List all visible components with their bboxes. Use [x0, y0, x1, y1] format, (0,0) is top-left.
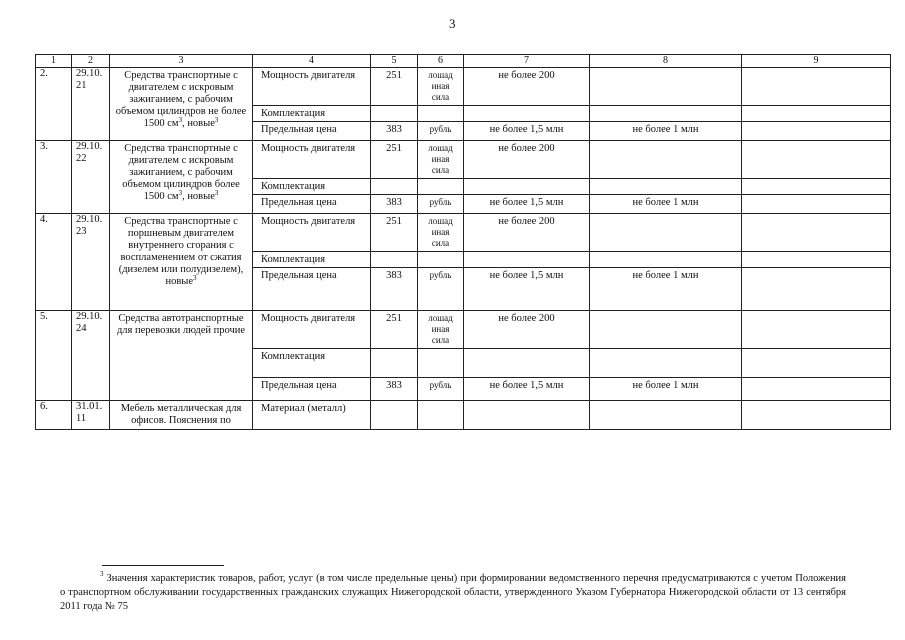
item-name-text: Средства автотранспортные для перевозки людей прочие — [116, 313, 246, 336]
unit-of-measure: рубль — [418, 378, 464, 401]
unit-of-measure: рубль — [418, 122, 464, 141]
value-col7: не более 1,5 млн — [464, 268, 590, 311]
column-header-6: 6 — [418, 55, 464, 68]
unit-of-measure — [418, 252, 464, 268]
footnote-reference: 3 — [214, 189, 219, 197]
item-name — [110, 68, 253, 141]
okei-code: 251 — [371, 311, 418, 349]
value-col8 — [590, 252, 742, 268]
item-name-text: Средства транспортные с поршневым двигателем внутреннего сгорания с воспламенением от сжатия (дизелем или полудизелем), новые — [118, 216, 244, 287]
footnote-separator — [102, 565, 224, 566]
okpd2-code — [72, 141, 110, 214]
characteristic: Комплектация — [253, 179, 371, 195]
table-row — [36, 214, 891, 252]
characteristic: Мощность двигателя — [253, 68, 371, 106]
okei-code — [371, 106, 418, 122]
footnote-marker: 3 — [100, 570, 104, 578]
value-col8 — [590, 311, 742, 349]
footnote-reference: 3 — [193, 274, 197, 282]
column-header-8: 8 — [590, 55, 742, 68]
value-col7 — [464, 349, 590, 378]
column-number-header — [36, 55, 891, 68]
value-col9 — [742, 401, 891, 430]
footnote-reference: 3 — [214, 116, 219, 124]
okei-code: 251 — [371, 141, 418, 179]
row-number: 3. — [36, 141, 72, 214]
item-name-tail: , новые — [182, 118, 215, 129]
characteristics-table — [35, 54, 891, 430]
okpd2-code-text: 29.10. 24 — [76, 311, 103, 334]
unit-of-measure: рубль — [418, 195, 464, 214]
item-name-text: Средства транспортные с двигателем с искровым зажиганием, с рабочим объемом цилиндров не более 1500 см — [115, 70, 247, 129]
column-header-5: 5 — [371, 55, 418, 68]
unit-of-measure: лошад иная сила — [418, 311, 464, 349]
value-col9 — [742, 378, 891, 401]
okpd2-code — [72, 214, 110, 311]
characteristic: Мощность двигателя — [253, 141, 371, 179]
value-col9 — [742, 106, 891, 122]
okei-code — [371, 252, 418, 268]
value-col8: не более 1 млн — [590, 122, 742, 141]
item-name — [110, 214, 253, 311]
item-name — [110, 141, 253, 214]
characteristic: Мощность двигателя — [253, 214, 371, 252]
row-number: 2. — [36, 68, 72, 141]
value-col7: не более 1,5 млн — [464, 378, 590, 401]
unit-of-measure: рубль — [418, 268, 464, 311]
characteristic: Материал (металл) — [253, 401, 371, 430]
table-row — [36, 401, 891, 430]
item-name — [110, 311, 253, 401]
okei-code: 383 — [371, 195, 418, 214]
value-col9 — [742, 252, 891, 268]
characteristic: Предельная цена — [253, 122, 371, 141]
unit-superscript: 3 — [178, 189, 183, 197]
unit-of-measure: лошад иная сила — [418, 68, 464, 106]
unit-superscript: 3 — [178, 116, 183, 124]
column-header-9: 9 — [742, 55, 891, 68]
characteristic: Предельная цена — [253, 378, 371, 401]
item-name-text: Мебель металлическая для офисов. Пояснения по — [120, 403, 242, 426]
row-number: 4. — [36, 214, 72, 311]
value-col9 — [742, 179, 891, 195]
table-row — [36, 68, 891, 106]
value-col7 — [464, 106, 590, 122]
value-col9 — [742, 195, 891, 214]
unit-of-measure: лошад иная сила — [418, 141, 464, 179]
value-col7 — [464, 252, 590, 268]
value-col7: не более 200 — [464, 311, 590, 349]
characteristic: Предельная цена — [253, 195, 371, 214]
characteristic: Комплектация — [253, 106, 371, 122]
item-name — [110, 401, 253, 430]
column-header-4: 4 — [253, 55, 371, 68]
okei-code — [371, 349, 418, 378]
column-header-7: 7 — [464, 55, 590, 68]
characteristic: Комплектация — [253, 252, 371, 268]
page-number: 3 — [449, 16, 456, 31]
value-col8: не более 1 млн — [590, 378, 742, 401]
footnote — [60, 572, 846, 614]
value-col9 — [742, 68, 891, 106]
okpd2-code — [72, 311, 110, 401]
value-col9 — [742, 311, 891, 349]
value-col8 — [590, 401, 742, 430]
unit-of-measure — [418, 106, 464, 122]
okpd2-code-text: 29.10. 23 — [76, 214, 103, 237]
value-col7: не более 1,5 млн — [464, 195, 590, 214]
okpd2-code — [72, 401, 110, 430]
okei-code: 383 — [371, 122, 418, 141]
value-col7 — [464, 401, 590, 430]
value-col7: не более 200 — [464, 141, 590, 179]
okpd2-code-text: 31.01. 11 — [76, 401, 103, 424]
value-col7: не более 1,5 млн — [464, 122, 590, 141]
table-row — [36, 311, 891, 349]
value-col9 — [742, 141, 891, 179]
item-name-tail: , новые — [182, 191, 215, 202]
column-header-2: 2 — [72, 55, 110, 68]
okpd2-code-text: 29.10. 22 — [76, 141, 103, 164]
value-col8 — [590, 349, 742, 378]
value-col8: не более 1 млн — [590, 268, 742, 311]
value-col9 — [742, 214, 891, 252]
unit-of-measure — [418, 349, 464, 378]
value-col8 — [590, 106, 742, 122]
value-col7: не более 200 — [464, 68, 590, 106]
characteristic: Мощность двигателя — [253, 311, 371, 349]
okei-code — [371, 179, 418, 195]
value-col8 — [590, 214, 742, 252]
value-col8: не более 1 млн — [590, 195, 742, 214]
column-header-1: 1 — [36, 55, 72, 68]
characteristic: Комплектация — [253, 349, 371, 378]
okei-code: 383 — [371, 378, 418, 401]
value-col7 — [464, 179, 590, 195]
okei-code: 383 — [371, 268, 418, 311]
characteristic: Предельная цена — [253, 268, 371, 311]
unit-of-measure — [418, 401, 464, 430]
value-col8 — [590, 179, 742, 195]
item-name-text: Средства транспортные с двигателем с искровым зажиганием, с рабочим объемом цилиндров более 1500 см — [122, 143, 240, 202]
row-number: 5. — [36, 311, 72, 401]
value-col9 — [742, 349, 891, 378]
okpd2-code-text: 29.10. 21 — [76, 68, 103, 91]
value-col8 — [590, 68, 742, 106]
okei-code: 251 — [371, 68, 418, 106]
footnote-text: Значения характеристик товаров, работ, услуг (в том числе предельные цены) при формировании ведомственного перечня предусматриваются с учетом Положения о транспортном обслуживании государственных гражданских служащих Нижегородской области, утвержденного Указом Губернатора Нижегородской области от 13 сентября 2011 года № 75 — [60, 573, 847, 612]
value-col9 — [742, 122, 891, 141]
unit-of-measure — [418, 179, 464, 195]
value-col8 — [590, 141, 742, 179]
okpd2-code — [72, 68, 110, 141]
unit-of-measure: лошад иная сила — [418, 214, 464, 252]
column-header-3: 3 — [110, 55, 253, 68]
row-number: 6. — [36, 401, 72, 430]
value-col9 — [742, 268, 891, 311]
okei-code — [371, 401, 418, 430]
table-row — [36, 141, 891, 179]
okei-code: 251 — [371, 214, 418, 252]
value-col7: не более 200 — [464, 214, 590, 252]
